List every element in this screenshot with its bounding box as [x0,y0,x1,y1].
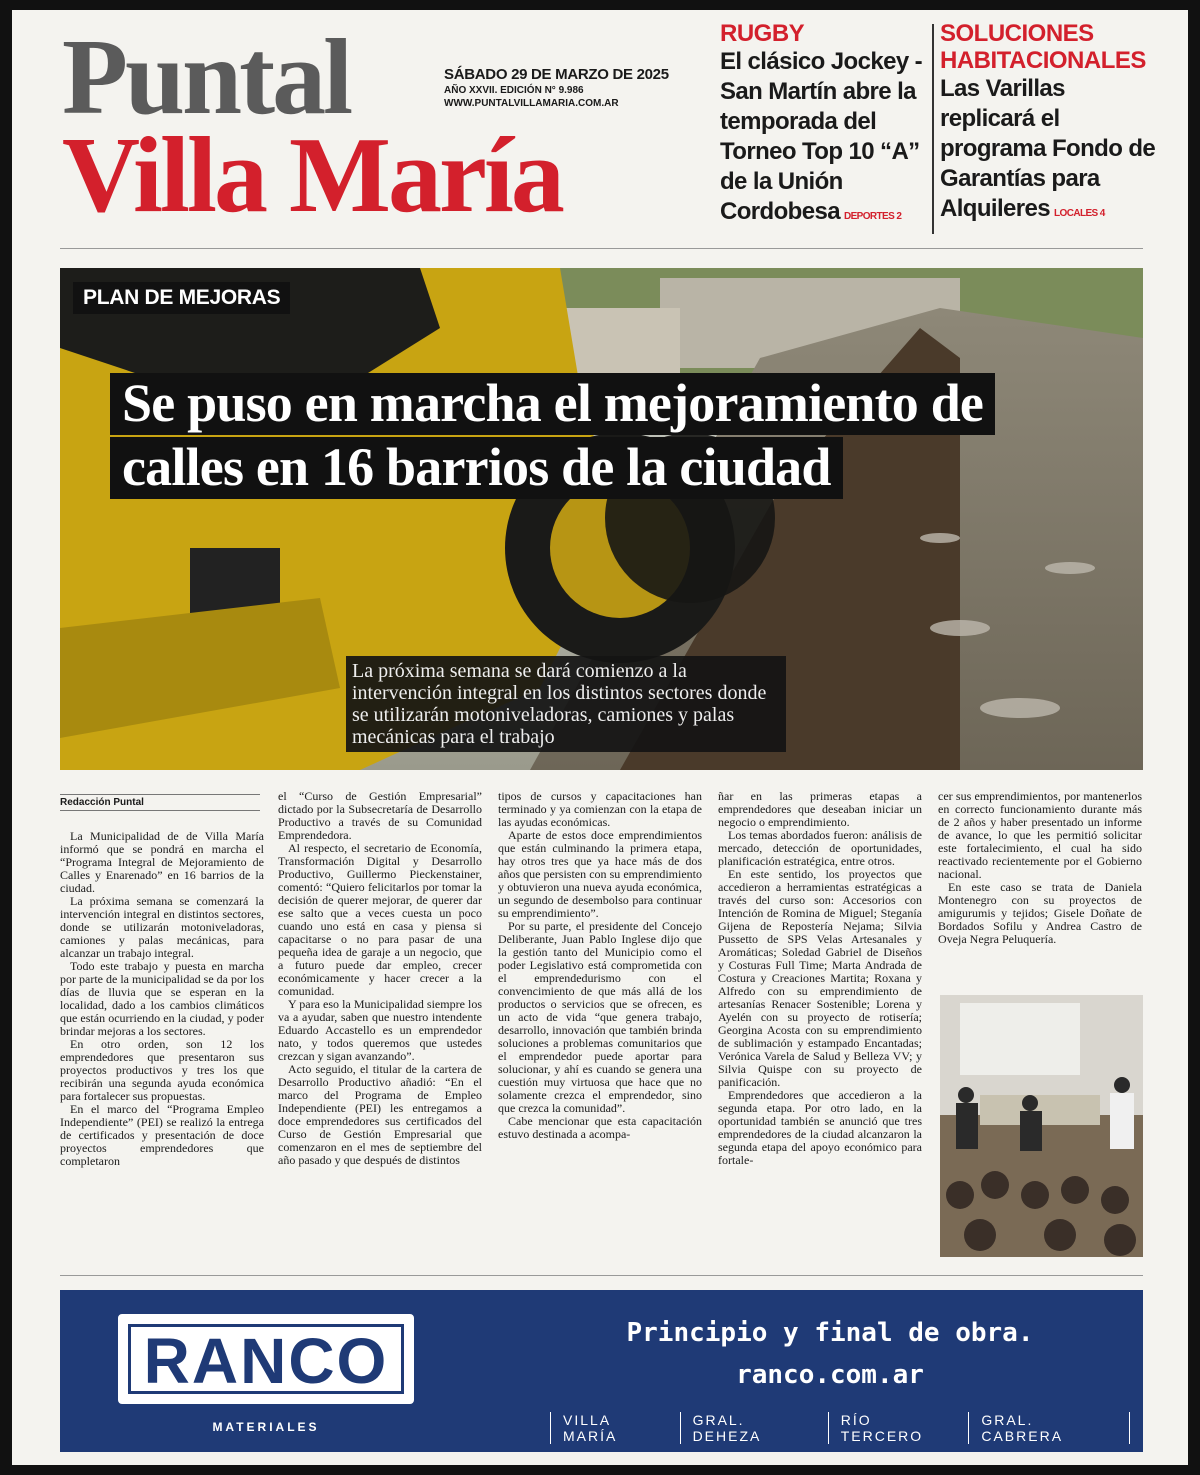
article-paragraph: cer sus emprendimientos, por mantenerlos en correcto funcionamiento durante más de 2 años y haber presentado un informe de avance, lo que les permitió solicitar este fortalecimiento, el cual ha sido reactivado recientemente por el Gobierno nacional. [938,790,1142,881]
article-column-1 [60,830,264,1250]
masthead-line2: Villa María [62,116,562,235]
teaser-headline: Las Varillas replicará el programa Fondo de Garantías para Alquileres LOCALES 4 [940,75,1156,222]
article-paragraph: Emprendedores que accedieron a la segunda etapa. Por otro lado, en la oportunidad también se anunció que tres emprendedores de la ciudad alcanzaron la segunda etapa del apoyo económico para fortale- [718,1088,922,1167]
teaser-rugby[interactable] [720,20,928,232]
teaser-headline: El clásico Jockey - San Martín abre la temporada del Torneo Top 10 “A” de la Unión Cordobesa DEPORTES 2 [720,48,923,225]
article-paragraph: La Municipalidad de de Villa María informó que se pondrá en marcha el “Programa Integral de Mejoramiento de Calles y Enarenado” en 16 barrios de la ciudad. [60,830,264,895]
website-link[interactable]: WWW.PUNTALVILLAMARIA.COM.AR [444,98,619,109]
ranco-advertisement[interactable] [60,1290,1143,1452]
article-paragraph: En otro orden, son 12 los emprendedores que presentaron sus proyectos productivos y tres los que recibirán una segunda ayuda económica para fortalecer sus propuestas. [60,1037,264,1103]
story-kicker: PLAN DE MEJORAS [73,282,290,314]
article-column-3 [498,790,702,1250]
teaser-kicker: RUGBY [720,20,805,47]
column-divider [932,24,934,234]
masthead [62,18,642,240]
ranco-logo-text: RANCO [143,1325,389,1397]
ad-city: VILLA MARÍA [550,1412,680,1444]
event-photo [940,995,1143,1257]
article-paragraph: En este caso se trata de Daniela Montenegro con su proyectos de amigurumis y tejidos; Gisele Doñate de Bordados Sofilu y Andrea Castro de Oveja Negra Peluquería. [938,880,1142,946]
article-paragraph: En el marco del “Programa Empleo Independiente” (PEI) se realizó la entrega de certificados y presentación de doce proyectos emprendedores que completaron [60,1102,264,1168]
issue-date: SÁBADO 29 DE MARZO DE 2025 [444,66,669,83]
ad-url[interactable]: ranco.com.ar [736,1360,924,1390]
article-column-4 [718,790,922,1250]
teaser-housing[interactable] [940,20,1160,229]
teaser-section-ref: DEPORTES 2 [843,211,902,222]
teaser-section-ref: LOCALES 4 [1054,208,1105,219]
article-paragraph: En este sentido, los proyectos que accedieron a herramientas estratégicas a través del curso son: Accesorios con Intención de Romina de Miguel; Steganía Gijena de Repostería Nejama; Silvia Pussetto de SPS Velas Artesanales y Aromáticas; Soledad Gabriel de Diseños y Costuras Full Time; Marta Andrada de Costura y Creaciones Martita; Roxana y Alfredo con su emprendimiento de artesanías Renacer Sostenible; Lorena y Ayelén con su proyecto de rotisería; Georgina Acosta con su emprendimiento de sublimación y estampado Encantadas; Verónica Varela de Salud y Belleza VV; y Silvia Quispe con su proyecto de panificación. [718,867,922,1089]
ad-city: GRAL. CABRERA [968,1412,1130,1444]
article-paragraph: La próxima semana se comenzará la intervención integral en distintos sectores, donde se utilizarán motoniveladoras, camiones y palas mecánicas, para alcanzar un trabajo integral. [60,894,264,960]
newspaper-front-page [12,10,1188,1465]
ranco-logo [118,1314,414,1404]
divider-rule [60,1275,1143,1276]
article-paragraph: Aparte de estos doce emprendimientos que están culminando la primera etapa, hay otros tres que ya hace más de dos años que persisten con su emprendimiento y obtuvieron una nueva ayuda económica, un segundo de desembolso para continuar su emprendimiento”. [498,828,702,920]
article-column-5 [938,790,1142,990]
main-headline[interactable]: Se puso en marcha el mejoramiento de calles en 16 barrios de la ciudad [110,371,1090,499]
ad-cities [550,1412,1130,1444]
article-paragraph: Al respecto, el secretario de Economía, Transformación Digital y Desarrollo Productivo, Guillermo Pieckenstainer, comentó: “Quiero felicitarlos por tomar la decisión de querer mejorar, de querer dar ese salto que a veces cuesta un poco cuando uno está en casa y piensa si capacitarse o no para pasar de una pequeña idea de garaje a un negocio, que a futuro puede dar empleo, crecer económicamente y hacer crecer a la comunidad. [278,841,482,998]
article-paragraph: el “Curso de Gestión Empresarial” dictado por la Subsecretaría de Desarrollo Productivo a través de su Comunidad Emprendedora. [278,790,482,842]
divider-rule [60,248,1143,249]
article-paragraph: Acto seguido, el titular de la cartera de Desarrollo Productivo añadió: “En el marco del Programa de Empleo Independiente (PEI) les entregamos a doce emprendedores sus certificados del Curso de Gestión Empresarial que comenzaron en el mes de septiembre del año pasado y que después de distintos [278,1062,482,1167]
article-paragraph: Por su parte, el presidente del Concejo Deliberante, Juan Pablo Inglese dijo que la gestión tanto del Municipio como el poder Legislativo está comprometida con el emprendedurismo con el convencimiento de que más allá de los productos o servicios que se ofrecen, es un acto de vida “que genera trabajo, desarrollo, innovación que también brinda soluciones a problemas comunitarios que el emprendedor puede aportar para solucionar, y ahí es cuando se genera una cuestión muy virtuosa que hace que no solamente crezca el emprendedor, sino que crezca la comunidad”. [498,919,702,1115]
dateline [444,66,669,109]
article-paragraph: Cabe mencionar que esta capacitación estuvo destinada a acompa- [498,1114,702,1141]
hero-photo [60,268,1143,770]
article-paragraph: tipos de cursos y capacitaciones han terminado y ya comienzan con la etapa de las ayudas económicas. [498,790,702,829]
article-paragraph: Todo este trabajo y puesta en marcha por parte de la municipalidad se da por los días de lluvia que se esperan en la localidad, dado a los cambios climáticos que están ocurriendo en la ciudad, y poder brindar mejoras a los sectores. [60,959,264,1038]
ranco-logo-subtitle: MATERIALES [212,1420,320,1434]
article-paragraph: Y para eso la Municipalidad siempre los va a ayudar, saben que nuestro intendente Eduardo Accastello es un emprendedor nato, y todos queremos que ustedes crezcan y sigan avanzando”. [278,997,482,1063]
ad-city: GRAL. DEHEZA [680,1412,828,1444]
article-paragraph: Los temas abordados fueron: análisis de mercado, detección de oportunidades, planificación estratégica, entre otros. [718,828,922,868]
byline: Redacción Puntal [60,794,260,811]
edition-number: AÑO XXVII. EDICIÓN N° 9.986 [444,85,584,96]
ad-tagline: Principio y final de obra. [626,1318,1034,1348]
article-column-2 [278,790,482,1250]
story-deck: La próxima semana se dará comienzo a la intervención integral en los distintos sectores donde se utilizarán motoniveladoras, camiones y palas mecánicas para el trabajo [346,656,786,752]
ad-city: RÍO TERCERO [828,1412,969,1444]
masthead-line1: Puntal [62,18,351,137]
article-paragraph: ñar en las primeras etapas a emprendedores que deseaban iniciar un negocio o emprendimiento. [718,790,922,829]
teaser-kicker: SOLUCIONES HABITACIONALES [940,20,1146,74]
